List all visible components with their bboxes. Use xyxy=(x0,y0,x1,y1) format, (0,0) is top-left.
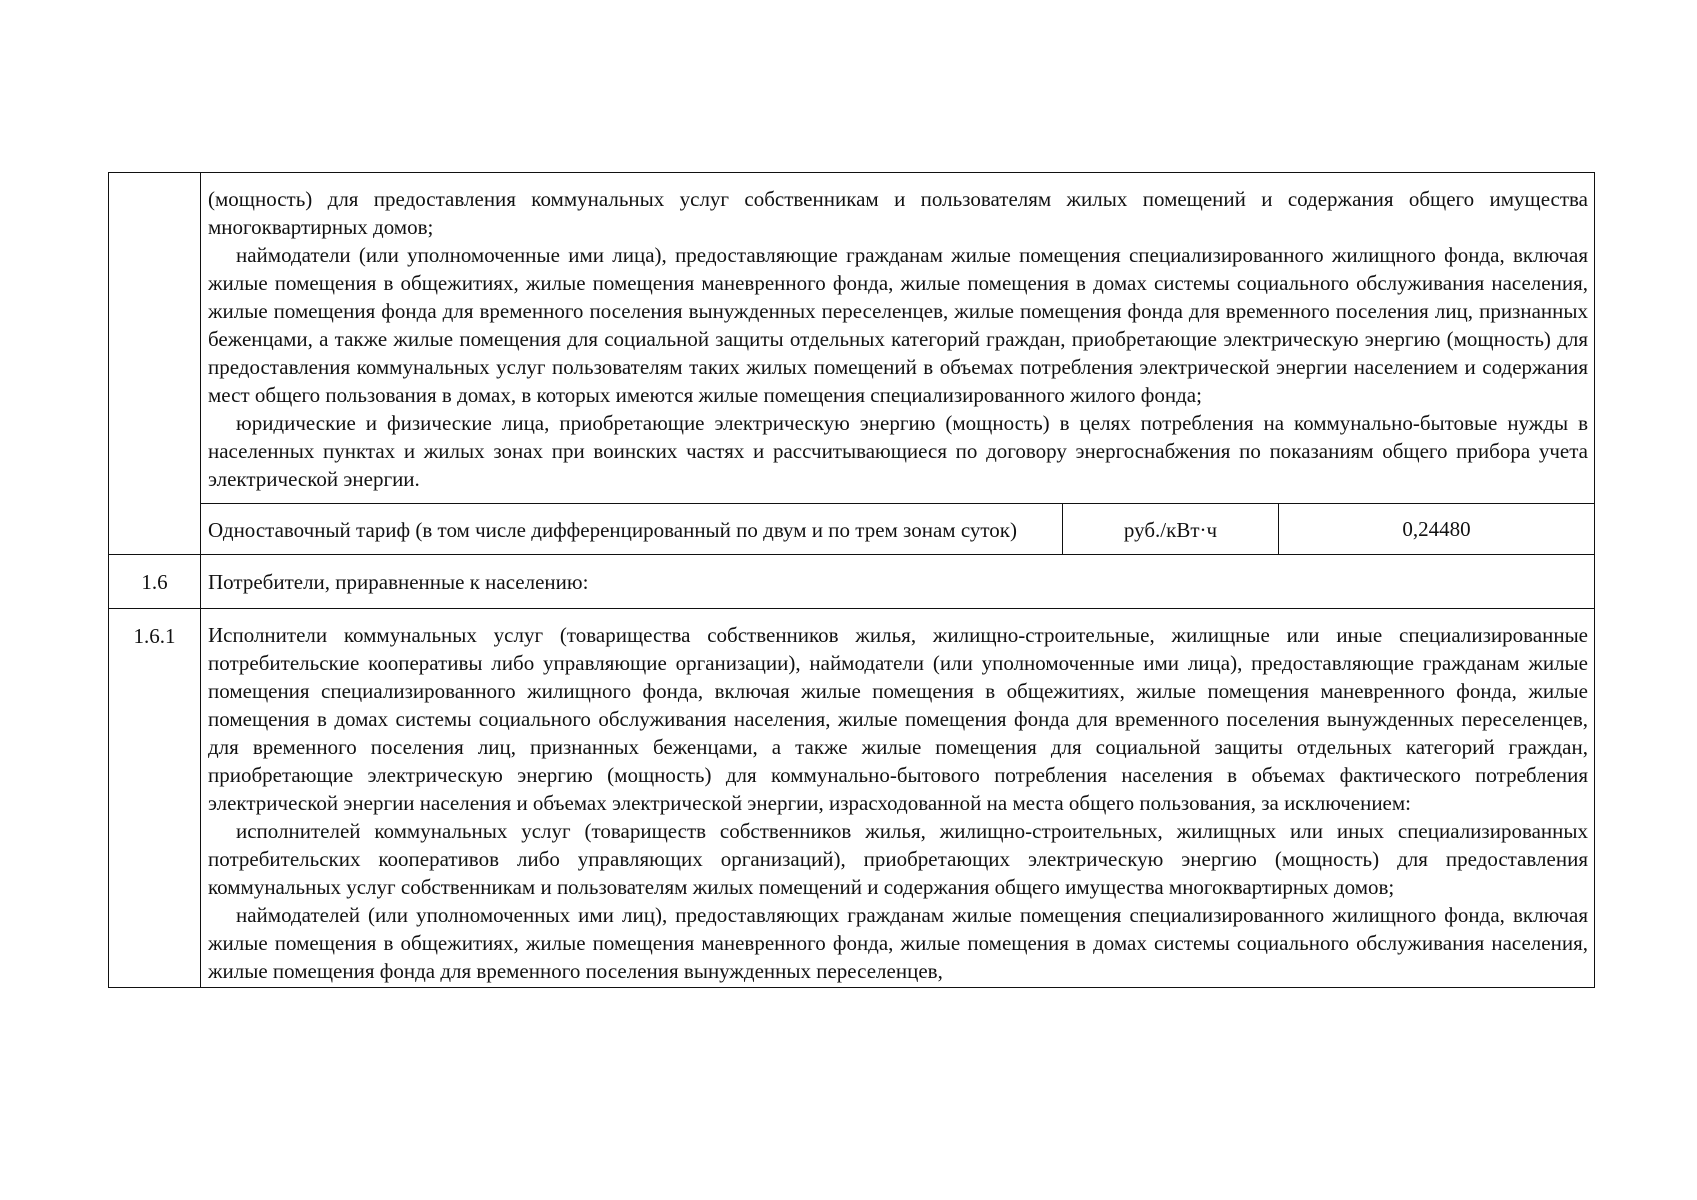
row-number-empty xyxy=(109,173,201,555)
table-row-continued xyxy=(109,173,1595,555)
paragraph: наймодатели (или уполномоченные ими лица), предоставляющие гражданам жилые помещения специализированного жилищного фонда, включая жилые помещения в общежитиях, жилые помещения маневренного фонда, жилые помещения в домах системы социального обслуживания населения, жилые помещения фонда для временного поселения вынужденных переселенцев, жилые помещения фонда для временного поселения лиц, признанных беженцами, а также жилые помещения для социальной защиты отдельных категорий граждан, приобретающие электрическую энергию (мощность) для предоставления коммунальных услуг пользователям таких жилых помещений в объемах потребления электрической энергии населением и содержания мест общего пользования в домах, в которых имеются жилые помещения специализированного жилого фонда; xyxy=(208,243,1588,407)
row-content xyxy=(201,609,1595,988)
tariff-name: Одноставочный тариф (в том числе дифференцированный по двум и по трем зонам суток) xyxy=(201,504,1063,554)
paragraph: исполнителей коммунальных услуг (товариществ собственников жилья, жилищно-строительных, жилищных или иных специализированных потребительских кооперативов либо управляющих организаций), приобретающих электрическую энергию (мощность) для предоставления коммунальных услуг собственникам и пользователям жилых помещений и содержания общего имущества многоквартирных домов; xyxy=(208,819,1588,899)
paragraph: (мощность) для предоставления коммунальных услуг собственникам и пользователям жилых помещений и содержания общего имущества многоквартирных домов; xyxy=(208,187,1588,239)
row-number: 1.6.1 xyxy=(109,609,201,988)
table-row-1-6 xyxy=(109,555,1595,609)
paragraph: Исполнители коммунальных услуг (товарищества собственников жилья, жилищно-строительные, жилищные или иные специализированные потребительские кооперативы либо управляющие организации), наймодатели (или уполномоченные ими лица), предоставляющие гражданам жилые помещения специализированного жилищного фонда, включая жилые помещения в общежитиях, жилые помещения маневренного фонда, жилые помещения в домах системы социального обслуживания населения, жилые помещения фонда для временного поселения вынужденных переселенцев, для временного поселения лиц, признанных беженцами, а также жилые помещения для социальной защиты отдельных категорий граждан, приобретающие электрическую энергию (мощность) для коммунально-бытового потребления населения в объемах фактического потребления электрической энергии населения и объемах электрической энергии, израсходованной на места общего пользования, за исключением: xyxy=(208,623,1588,815)
paragraph: юридические и физические лица, приобретающие электрическую энергию (мощность) в целях потребления на коммунально-бытовые нужды в населенных пунктах и жилых зонах при воинских частях и рассчитывающиеся по договору энергоснабжения по показаниям общего прибора учета электрической энергии. xyxy=(208,411,1588,491)
paragraph: наймодателей (или уполномоченных ими лиц), предоставляющих гражданам жилые помещения специализированного жилищного фонда, включая жилые помещения в общежитиях, жилые помещения маневренного фонда, жилые помещения в домах системы социального обслуживания населения, жилые помещения фонда для временного поселения вынужденных переселенцев, xyxy=(208,903,1588,983)
row-number: 1.6 xyxy=(109,555,201,609)
tariff-value: 0,24480 xyxy=(1402,517,1471,541)
tariff-table xyxy=(108,172,1595,988)
table-row-1-6-1 xyxy=(109,609,1595,988)
tariff-row xyxy=(201,503,1594,554)
tariff-unit: руб./кВт·ч xyxy=(1063,504,1279,554)
row-content xyxy=(201,173,1595,555)
row-text: Потребители, приравненные к населению: xyxy=(201,555,1595,609)
